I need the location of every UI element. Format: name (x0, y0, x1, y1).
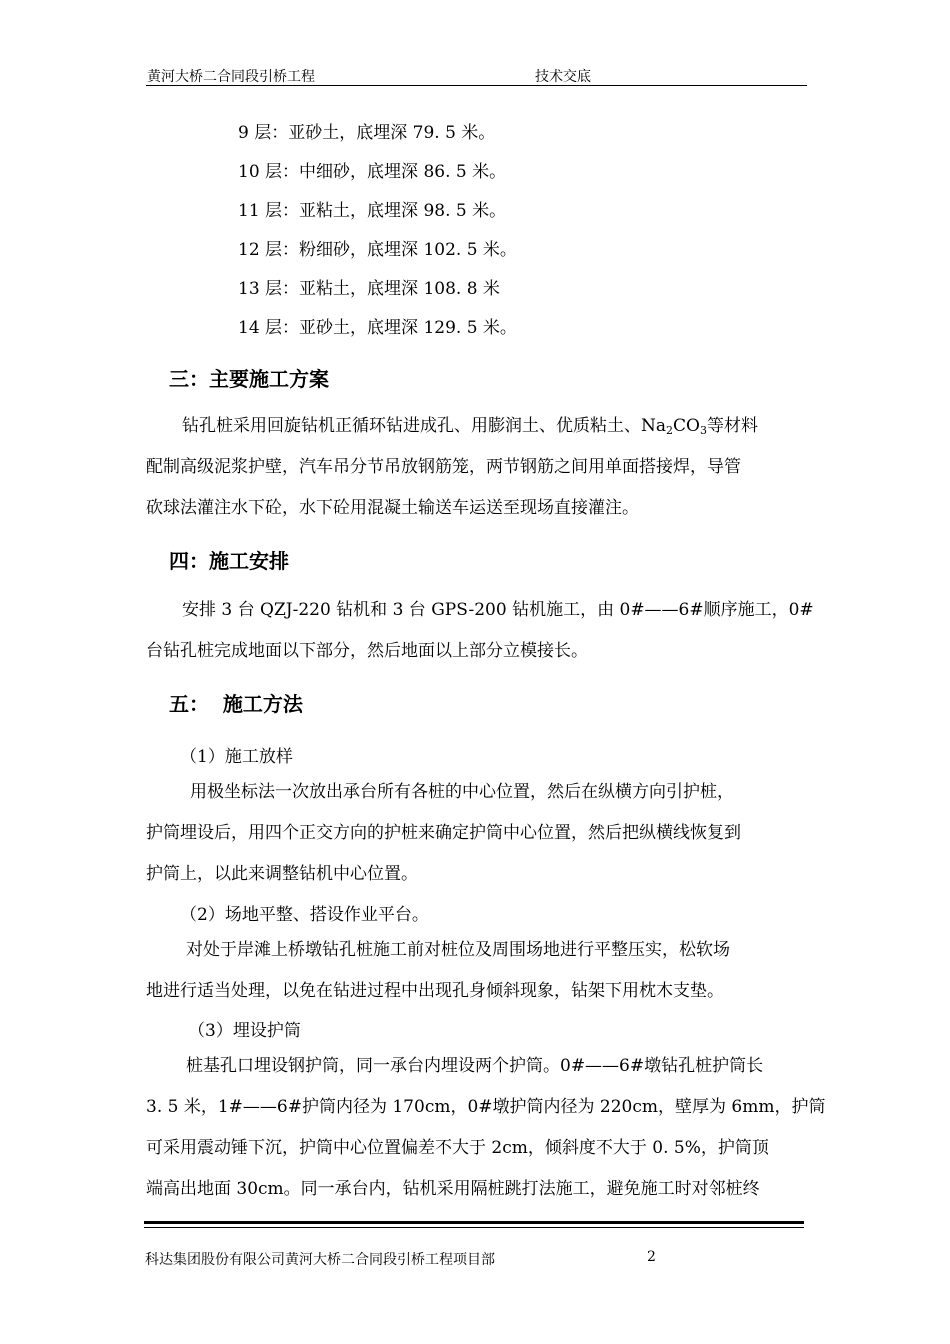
paragraph-line: 安排 3 台 QZJ-220 钻机和 3 台 GPS-200 钻机施工，由 0#——6#顺序施工，0# (182, 600, 814, 620)
strata-item: 14 层：亚砂土，底埋深 129. 5 米。 (238, 318, 517, 338)
page-number: 2 (647, 1249, 656, 1265)
paragraph-line: 可采用震动锤下沉，护筒中心位置偏差不大于 2cm，倾斜度不大于 0. 5%，护筒顶 (146, 1138, 769, 1158)
paragraph-line: 砍球法灌注水下砼，水下砼用混凝土输送车运送至现场直接灌注。 (146, 498, 639, 518)
section-3-paragraph (146, 406, 811, 529)
paragraph-line: 护筒上，以此来调整钻机中心位置。 (146, 864, 418, 884)
paragraph-line: 桩基孔口埋设钢护筒，同一承台内埋设两个护筒。0#——6#墩钻孔桩护筒长 (186, 1056, 764, 1076)
section-5-heading: 五： 施工方法 (169, 692, 303, 716)
text-run: 钻孔桩采用回旋钻机正循环钻进成孔、用膨润土、优质粘土、Na (182, 416, 667, 436)
header-title: 黄河大桥二合同段引桥工程 (147, 69, 315, 85)
paragraph-line: 台钻孔桩完成地面以下部分，然后地面以上部分立模接长。 (146, 641, 588, 661)
section-4-heading: 四：施工安排 (169, 549, 289, 573)
header-doc-type: 技术交底 (535, 69, 591, 85)
section-3-heading: 三：主要施工方案 (169, 367, 329, 391)
subsection-2-title: （2）场地平整、搭设作业平台。 (180, 905, 429, 925)
subsection-2-paragraph (146, 930, 811, 1012)
subsection-1-title: （1）施工放样 (180, 747, 293, 767)
text-run: CO (673, 416, 700, 436)
paragraph-line: 护筒埋设后，用四个正交方向的护桩来确定护筒中心位置，然后把纵横线恢复到 (146, 823, 741, 843)
subsection-3-paragraph (146, 1046, 826, 1210)
subsection-3-title: （3）埋设护筒 (188, 1021, 301, 1041)
strata-item: 11 层：亚粘土，底埋深 98. 5 米。 (238, 201, 507, 221)
text-run: 等材料 (706, 416, 758, 436)
paragraph-line: 地进行适当处理，以免在钻进过程中出现孔身倾斜现象，钻架下用枕木支垫。 (146, 981, 724, 1001)
subsection-1-paragraph (146, 772, 811, 895)
strata-item: 12 层：粉细砂，底埋深 102. 5 米。 (238, 240, 517, 260)
section-4-paragraph (146, 590, 814, 672)
subscript: 3 (699, 424, 707, 437)
strata-item: 13 层：亚粘土，底埋深 108. 8 米 (238, 279, 500, 299)
strata-item: 10 层：中细砂，底埋深 86. 5 米。 (238, 162, 507, 182)
strata-item: 9 层：亚砂土，底埋深 79. 5 米。 (238, 123, 496, 143)
paragraph-line: 用极坐标法一次放出承台所有各桩的中心位置，然后在纵横方向引护桩， (190, 782, 734, 802)
paragraph-line: 对处于岸滩上桥墩钻孔桩施工前对桩位及周围场地进行平整压实，松软场 (186, 940, 730, 960)
footer-rule-thick (144, 1221, 804, 1224)
paragraph-line: 3. 5 米，1#——6#护筒内径为 170cm，0#墩护筒内径为 220cm，壁厚为 6mm，护筒 (146, 1097, 826, 1117)
paragraph-line (146, 406, 811, 447)
header-rule (146, 85, 807, 86)
paragraph-line: 配制高级泥浆护壁，汽车吊分节吊放钢筋笼，两节钢筋之间用单面搭接焊，导管 (146, 457, 741, 477)
paragraph-line: 端高出地面 30cm。同一承台内，钻机采用隔桩跳打法施工，避免施工时对邻桩终 (146, 1179, 760, 1199)
footer-company: 科达集团股份有限公司黄河大桥二合同段引桥工程项目部 (145, 1252, 495, 1268)
subscript: 2 (666, 424, 674, 437)
footer-rule-thin (144, 1227, 804, 1228)
